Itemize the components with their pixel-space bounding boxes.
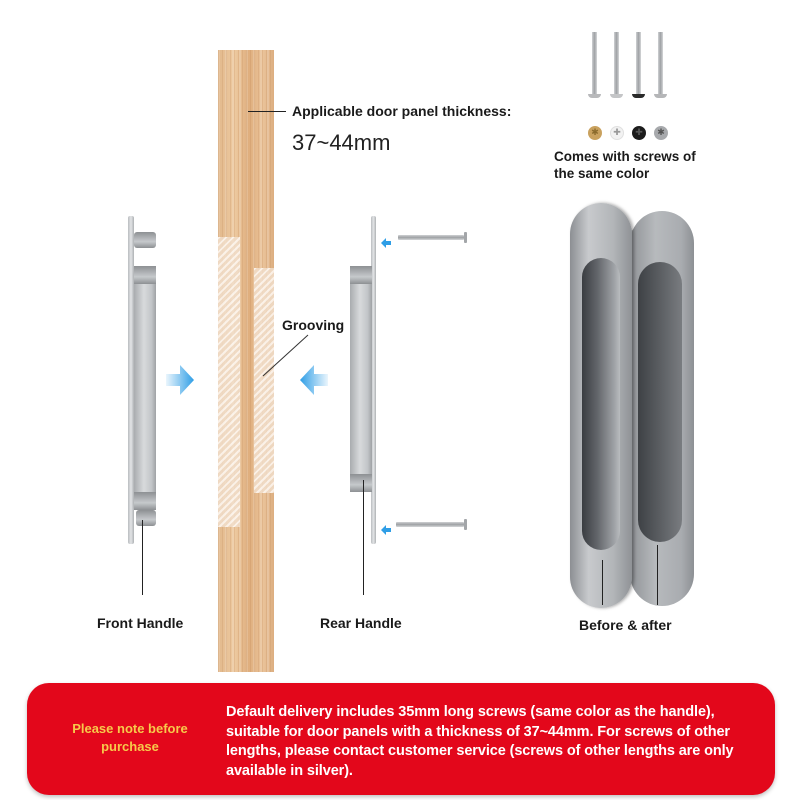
front-handle-cup-bottom (134, 492, 156, 510)
screw-gold (592, 32, 597, 94)
before-leader-line (602, 560, 603, 605)
screw-head (610, 94, 623, 98)
rear-handle-leader-line (363, 480, 364, 595)
front-handle (128, 216, 160, 546)
rear-handle-cup-top (350, 266, 372, 284)
screw-color-white-swatch: ✚ (610, 126, 624, 140)
screw-head (632, 94, 645, 98)
rear-handle (350, 216, 380, 546)
screws-caption-line1: Comes with screws of (554, 149, 696, 164)
screw-head (588, 94, 601, 98)
before-after-label: Before & after (579, 617, 672, 633)
front-groove (218, 237, 240, 527)
screws-caption-line2: the same color (554, 166, 650, 181)
arrow-right-icon (166, 364, 194, 396)
rear-handle-slot (638, 262, 682, 542)
notice-body: Default delivery includes 35mm long screws (same color as the handle), suitable for door panels with a thickness of 37~44mm. For screws of other lengths, please contact customer service (screws of other lengths are only available in silver). (226, 704, 734, 779)
screw-bottom (396, 522, 464, 527)
front-handle-cup-top (134, 266, 156, 284)
notice-title: Please note before purchase (72, 721, 188, 754)
screw-top (398, 235, 464, 240)
screw-black (636, 32, 641, 94)
arrow-left-icon (300, 364, 328, 396)
screw-color-gold-swatch: ✱ (588, 126, 602, 140)
front-handle-cup (134, 266, 156, 510)
small-arrow-left-icon (381, 233, 391, 252)
screws-caption (554, 148, 696, 182)
screw-head (654, 94, 667, 98)
front-handle-pin-bottom (136, 510, 156, 526)
front-handle-leader-line (142, 520, 143, 595)
rear-handle-cup-bottom (350, 474, 372, 492)
screw-top-head (464, 232, 467, 243)
screw-color-black-swatch: ✚ (632, 126, 646, 140)
after-leader-line (657, 545, 658, 605)
rear-handle-cup (350, 266, 372, 492)
thickness-leader-line (248, 111, 286, 112)
screw-color-silver-swatch: ✱ (654, 126, 668, 140)
thickness-label: Applicable door panel thickness: (292, 103, 512, 119)
grooving-label: Grooving (282, 317, 345, 333)
screw-bottom-head (464, 519, 467, 530)
thickness-value: 37~44mm (292, 130, 391, 155)
screw-silver (658, 32, 663, 94)
rear-groove (254, 268, 274, 493)
screw-white (614, 32, 619, 94)
front-handle-pin-top (134, 232, 156, 248)
screw-set (586, 32, 676, 142)
rear-handle-label: Rear Handle (320, 615, 402, 631)
front-handle-label: Front Handle (97, 615, 184, 631)
front-handle-slot (582, 258, 620, 550)
small-arrow-left-icon (381, 520, 391, 539)
